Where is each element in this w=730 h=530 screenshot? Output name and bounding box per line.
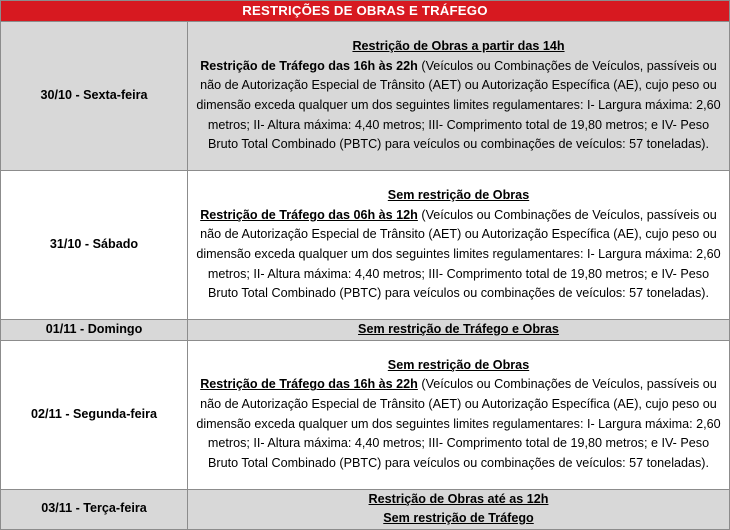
traffic-restriction-heading: Sem restrição de Tráfego [383,511,534,526]
works-restriction-heading: Sem restrição de Obras [387,357,530,372]
description-cell [188,340,730,489]
description-cell [188,171,730,320]
traffic-restriction [194,57,723,155]
traffic-restriction-label: Restrição de Tráfego das 06h às 12h [200,207,418,222]
table-row [1,340,730,489]
table-row [1,320,730,341]
day-cell: 01/11 - Domingo [1,320,188,341]
table-title: RESTRIÇÕES DE OBRAS E TRÁFEGO [1,1,730,22]
description-cell [188,22,730,171]
description-cell [188,489,730,529]
works-restriction-heading: Sem restrição de Obras [387,188,530,203]
day-cell: 02/11 - Segunda-feira [1,340,188,489]
restriction-heading: Sem restrição de Tráfego e Obras [358,322,559,336]
day-cell: 30/10 - Sexta-feira [1,22,188,171]
traffic-restriction-details: (Veículos ou Combinações de Veículos, passíveis ou não de Autorização Especial de Trânsito (AET) ou Autorização Específica (AE), cujo peso ou dimensão exceda qualquer um dos seguintes limites regulamentares: I- Largura máxima: 2,60 metros; II- Altura máxima: 4,40 metros; III- Comprimento total de 19,80 metros; e IV- Peso Bruto Total Combinado (PBTC) para veículos ou combinações de veículos: 57 toneladas). [196,377,721,470]
works-restriction-heading: Restrição de Obras até as 12h [368,491,549,506]
day-cell: 03/11 - Terça-feira [1,489,188,529]
description-cell [188,320,730,341]
traffic-restriction-label: Restrição de Tráfego das 16h às 22h [200,58,418,73]
title-row [1,1,730,22]
table-row [1,171,730,320]
works-restriction-heading: Restrição de Obras a partir das 14h [352,39,565,54]
traffic-restriction [194,375,723,473]
table-row [1,22,730,171]
traffic-restriction-details: (Veículos ou Combinações de Veículos, passíveis ou não de Autorização Especial de Trânsito (AET) ou Autorização Específica (AE), cujo peso ou dimensão exceda qualquer um dos seguintes limites regulamentares: I- Largura máxima: 2,60 metros; II- Altura máxima: 4,40 metros; III- Comprimento total de 19,80 metros; e IV- Peso Bruto Total Combinado (PBTC) para veículos ou combinações de veículos: 57 toneladas). [196,58,721,152]
traffic-restriction-details: (Veículos ou Combinações de Veículos, passíveis ou não de Autorização Especial de Trânsito (AET) ou Autorização Específica (AE), cujo peso ou dimensão exceda qualquer um dos seguintes limites regulamentares: I- Largura máxima: 2,60 metros; II- Altura máxima: 4,40 metros; III- Comprimento total de 19,80 metros; e IV- Peso Bruto Total Combinado (PBTC) para veículos ou combinações de veículos: 57 toneladas). [196,207,721,301]
table-row [1,489,730,529]
traffic-restriction-label: Restrição de Tráfego das 16h às 22h [200,377,418,392]
traffic-restriction [194,206,723,304]
day-cell: 31/10 - Sábado [1,171,188,320]
